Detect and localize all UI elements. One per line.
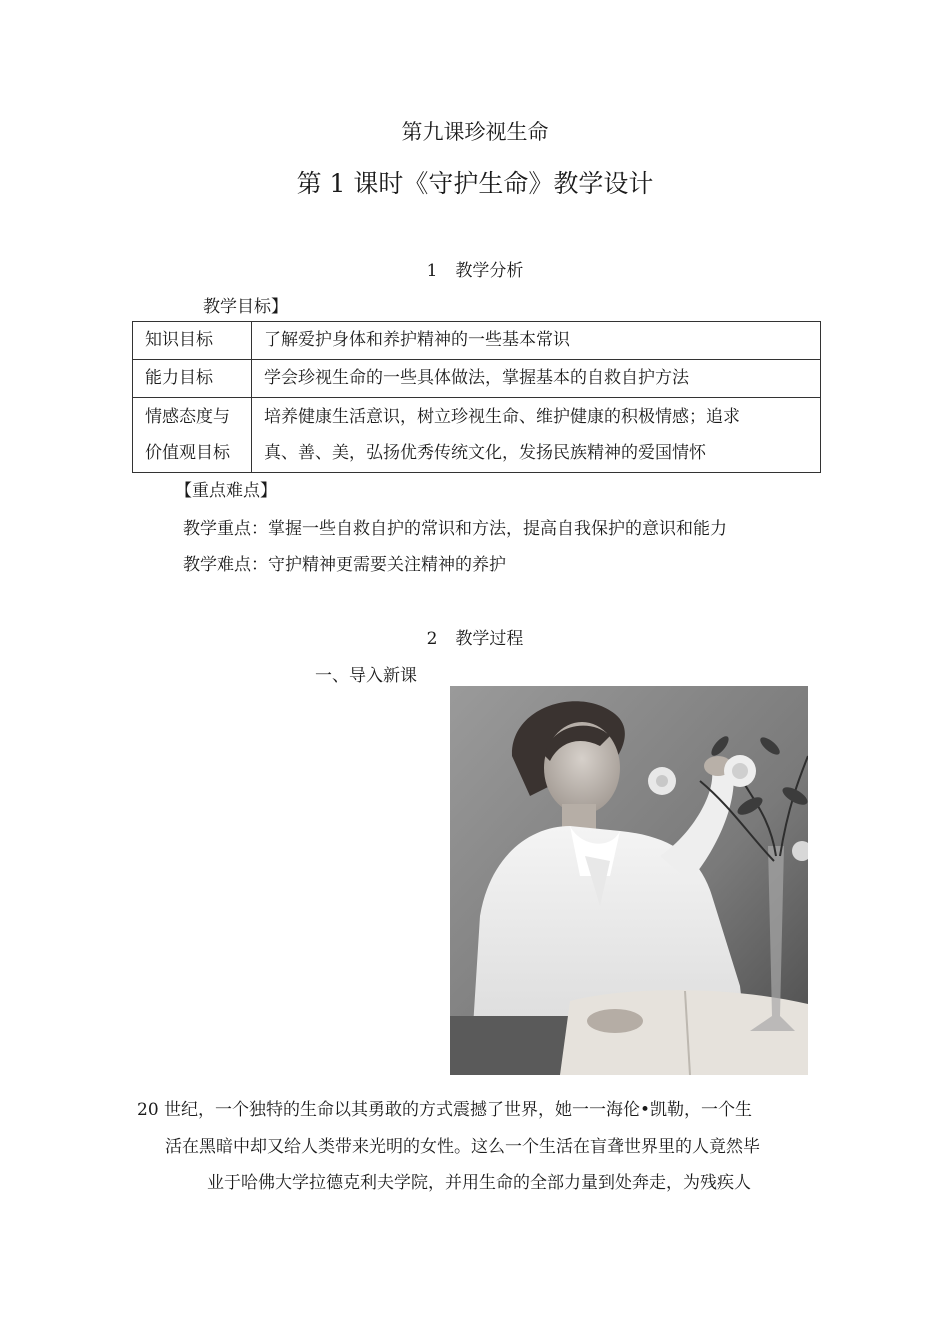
document-title: 第 1 课时《守护生命》教学设计 (296, 169, 654, 198)
goal-key-line: 情感态度与 (145, 407, 230, 427)
goal-value-line: 真、善、美，弘扬优秀传统文化，发扬民族精神的爱国情怀 (264, 443, 706, 463)
step-heading: 一、导入新课 (315, 666, 417, 686)
goal-key (133, 398, 252, 473)
goal-value: 了解爱护身体和养护精神的一些基本常识 (252, 322, 821, 360)
section-heading-analysis (0, 256, 950, 281)
goal-value: 学会珍视生命的一些具体做法，掌握基本的自救自护方法 (252, 360, 821, 398)
portrait-photo (450, 686, 808, 1075)
lesson-title: 第九课珍视生命 (401, 120, 549, 144)
key-difficulty: 教学难点：守护精神更需要关注精神的养护 (183, 555, 506, 575)
keypoints-label: 【重点难点】 (175, 481, 277, 501)
table-row (133, 322, 821, 360)
paragraph-line: 业于哈佛大学拉德克利夫学院，并用生命的全部力量到处奔走，为残疾人 (207, 1173, 751, 1193)
section-heading-process (0, 624, 950, 649)
goals-label: 教学目标】 (203, 297, 288, 317)
paragraph-line: 20 世纪，一个独特的生命以其勇敢的方式震撼了世界，她一一海伦•凯勒，一个生 (137, 1100, 753, 1120)
key-focus: 教学重点：掌握一些自救自护的常识和方法，提高自我保护的意识和能力 (183, 519, 727, 539)
goals-table (132, 321, 821, 473)
section-number: 1 (426, 261, 438, 281)
goal-key: 知识目标 (133, 322, 252, 360)
goal-value (252, 398, 821, 473)
section-title: 教学过程 (455, 629, 524, 649)
section-number: 2 (426, 629, 438, 649)
paragraph-line: 活在黑暗中却又给人类带来光明的女性。这么一个生活在盲聋世界里的人竟然毕 (165, 1137, 760, 1157)
section-title: 教学分析 (455, 261, 524, 281)
goal-key-line: 价值观目标 (145, 443, 230, 463)
table-row (133, 398, 821, 473)
table-row (133, 360, 821, 398)
goal-key: 能力目标 (133, 360, 252, 398)
goal-value-line: 培养健康生活意识，树立珍视生命、维护健康的积极情感；追求 (264, 407, 740, 427)
